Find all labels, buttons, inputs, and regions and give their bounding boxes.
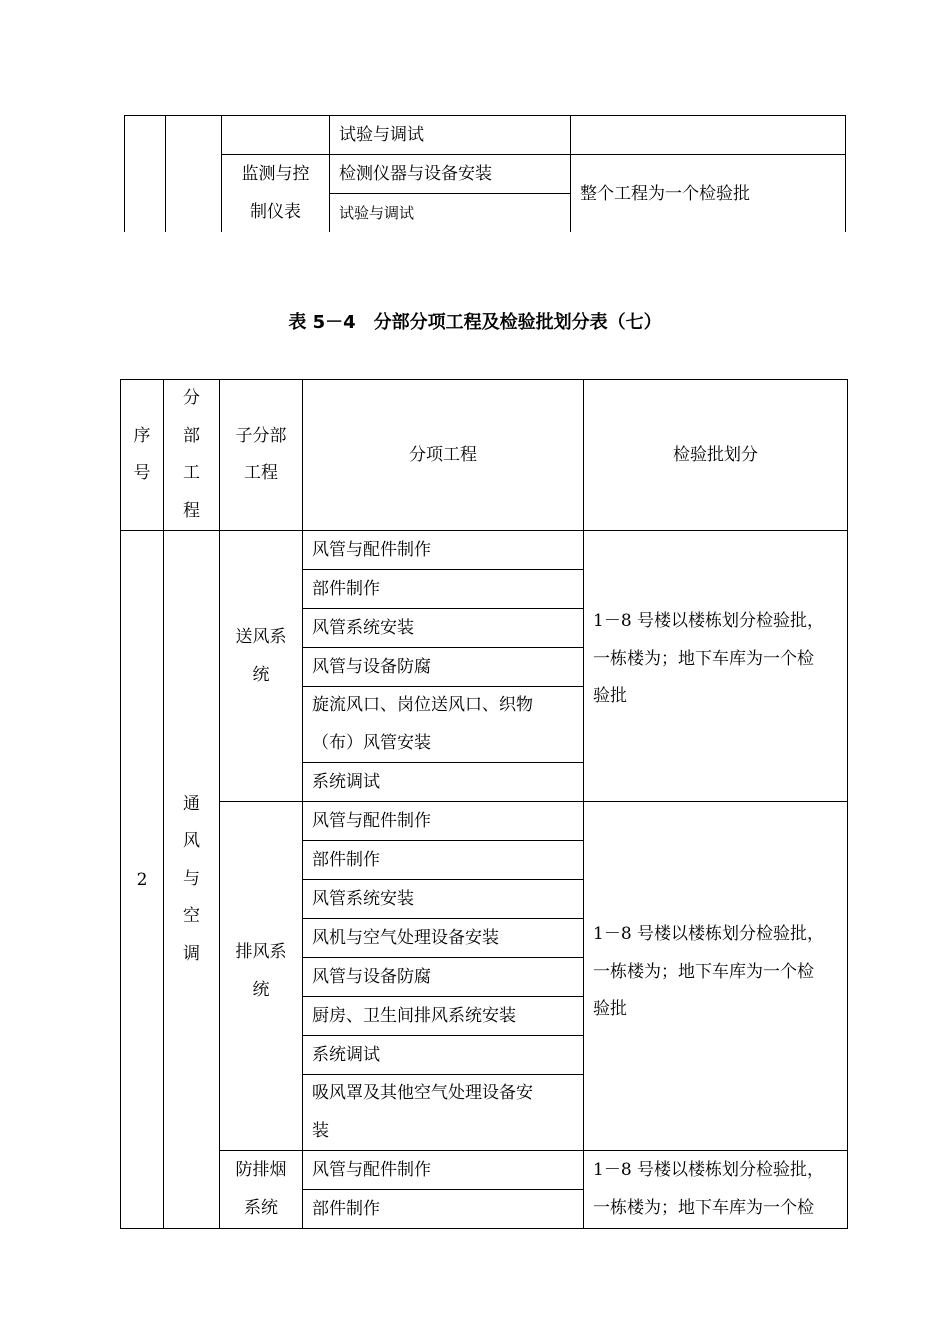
group2-item: 部件制作 [303,841,584,880]
main-table [120,379,848,1229]
header-seq-line1: 序 [133,425,151,446]
part-value-char2: 风 [183,831,200,852]
header-subpart-line1: 子分部 [235,425,287,446]
group1-batch-line3: 验批 [593,686,627,706]
group1-item-line1: 旋流风口、岗位送风口、织物 [312,695,533,715]
group2-item-line1: 吸风罩及其他空气处理设备安 [312,1083,533,1103]
header-batch: 检验批划分 [584,380,848,531]
header-subpart [220,380,303,531]
group3-subpart-line2: 系统 [244,1197,278,1218]
header-part-line2: 部 [183,425,200,446]
group3-item: 风管与配件制作 [303,1151,584,1190]
group3-batch-line1: 1－8 号楼以楼栋划分检验批， [593,1160,825,1180]
top-item-a: 检测仪器与设备安装 [330,155,571,194]
group2-subpart [220,802,303,1151]
group2-batch-line1: 1－8 号楼以楼栋划分检验批， [593,924,825,944]
group1-batch-line2: 一栋楼为；地下车库为一个检 [593,648,814,669]
group1-item: 风管与配件制作 [303,531,584,570]
group2-subpart-line1: 排风系 [235,942,287,962]
group2-item: 系统调试 [303,1036,584,1075]
group1-item-two-line [303,687,584,763]
top-batch-empty [571,116,846,155]
group1-subpart-line2: 统 [252,664,270,685]
group2-item: 风机与空气处理设备安装 [303,919,584,958]
group2-subpart-line2: 统 [252,979,270,1000]
header-seq [121,380,164,531]
group1-item-line2: （布）风管安装 [312,732,431,753]
group1-batch-line1: 1－8 号楼以楼栋划分检验批， [593,611,825,631]
header-part-line1: 分 [183,388,200,408]
header-part-line4: 程 [183,500,200,521]
group2-item-line2: 装 [312,1120,329,1141]
top-item-row1: 试验与调试 [330,116,571,155]
group1-item: 风管系统安装 [303,609,584,648]
part-value-char1: 通 [183,793,200,814]
group1-item: 系统调试 [303,763,584,802]
table-title: 表 5－4 分部分项工程及检验批划分表（七） [288,312,662,333]
header-seq-line2: 号 [133,463,151,483]
top-subpart-line1: 监测与控 [241,164,310,184]
group2-batch-line2: 一栋楼为；地下车库为一个检 [593,961,814,982]
group2-item: 风管与设备防腐 [303,958,584,997]
header-subpart-line2: 工程 [244,463,278,483]
group2-batch [584,802,848,1151]
top-subpart-line2: 制仪表 [250,201,301,222]
group2-item: 厨房、卫生间排风系统安装 [303,997,584,1036]
group1-subpart [220,531,303,802]
group3-item: 部件制作 [303,1190,584,1229]
top-seq-cell [125,116,166,233]
seq-value: 2 [121,531,164,1229]
header-part [164,380,220,531]
group2-batch-line3: 验批 [593,999,627,1019]
top-batch: 整个工程为一个检验批 [571,155,846,233]
part-value-char5: 调 [183,943,200,964]
part-value [164,531,220,1229]
header-part-line3: 工 [183,463,200,483]
group1-subpart-line1: 送风系 [235,627,287,647]
top-subpart-empty [222,116,330,155]
top-item-b: 试验与调试 [330,194,571,233]
group2-item: 风管与配件制作 [303,802,584,841]
header-item: 分项工程 [303,380,584,531]
group1-item: 风管与设备防腐 [303,648,584,687]
header-row [121,380,848,531]
group3-subpart-line1: 防排烟 [235,1160,287,1180]
group3-subpart [220,1151,303,1229]
group1-batch [584,531,848,802]
group3-batch [584,1151,848,1229]
group1-item: 部件制作 [303,570,584,609]
group2-item-two-line [303,1075,584,1151]
top-table [124,115,846,232]
top-subpart [222,155,330,233]
part-value-char3: 与 [183,868,200,889]
part-value-char4: 空 [183,906,200,927]
group2-item: 风管系统安装 [303,880,584,919]
top-part-cell [166,116,222,233]
group3-batch-line2: 一栋楼为；地下车库为一个检 [593,1197,814,1218]
